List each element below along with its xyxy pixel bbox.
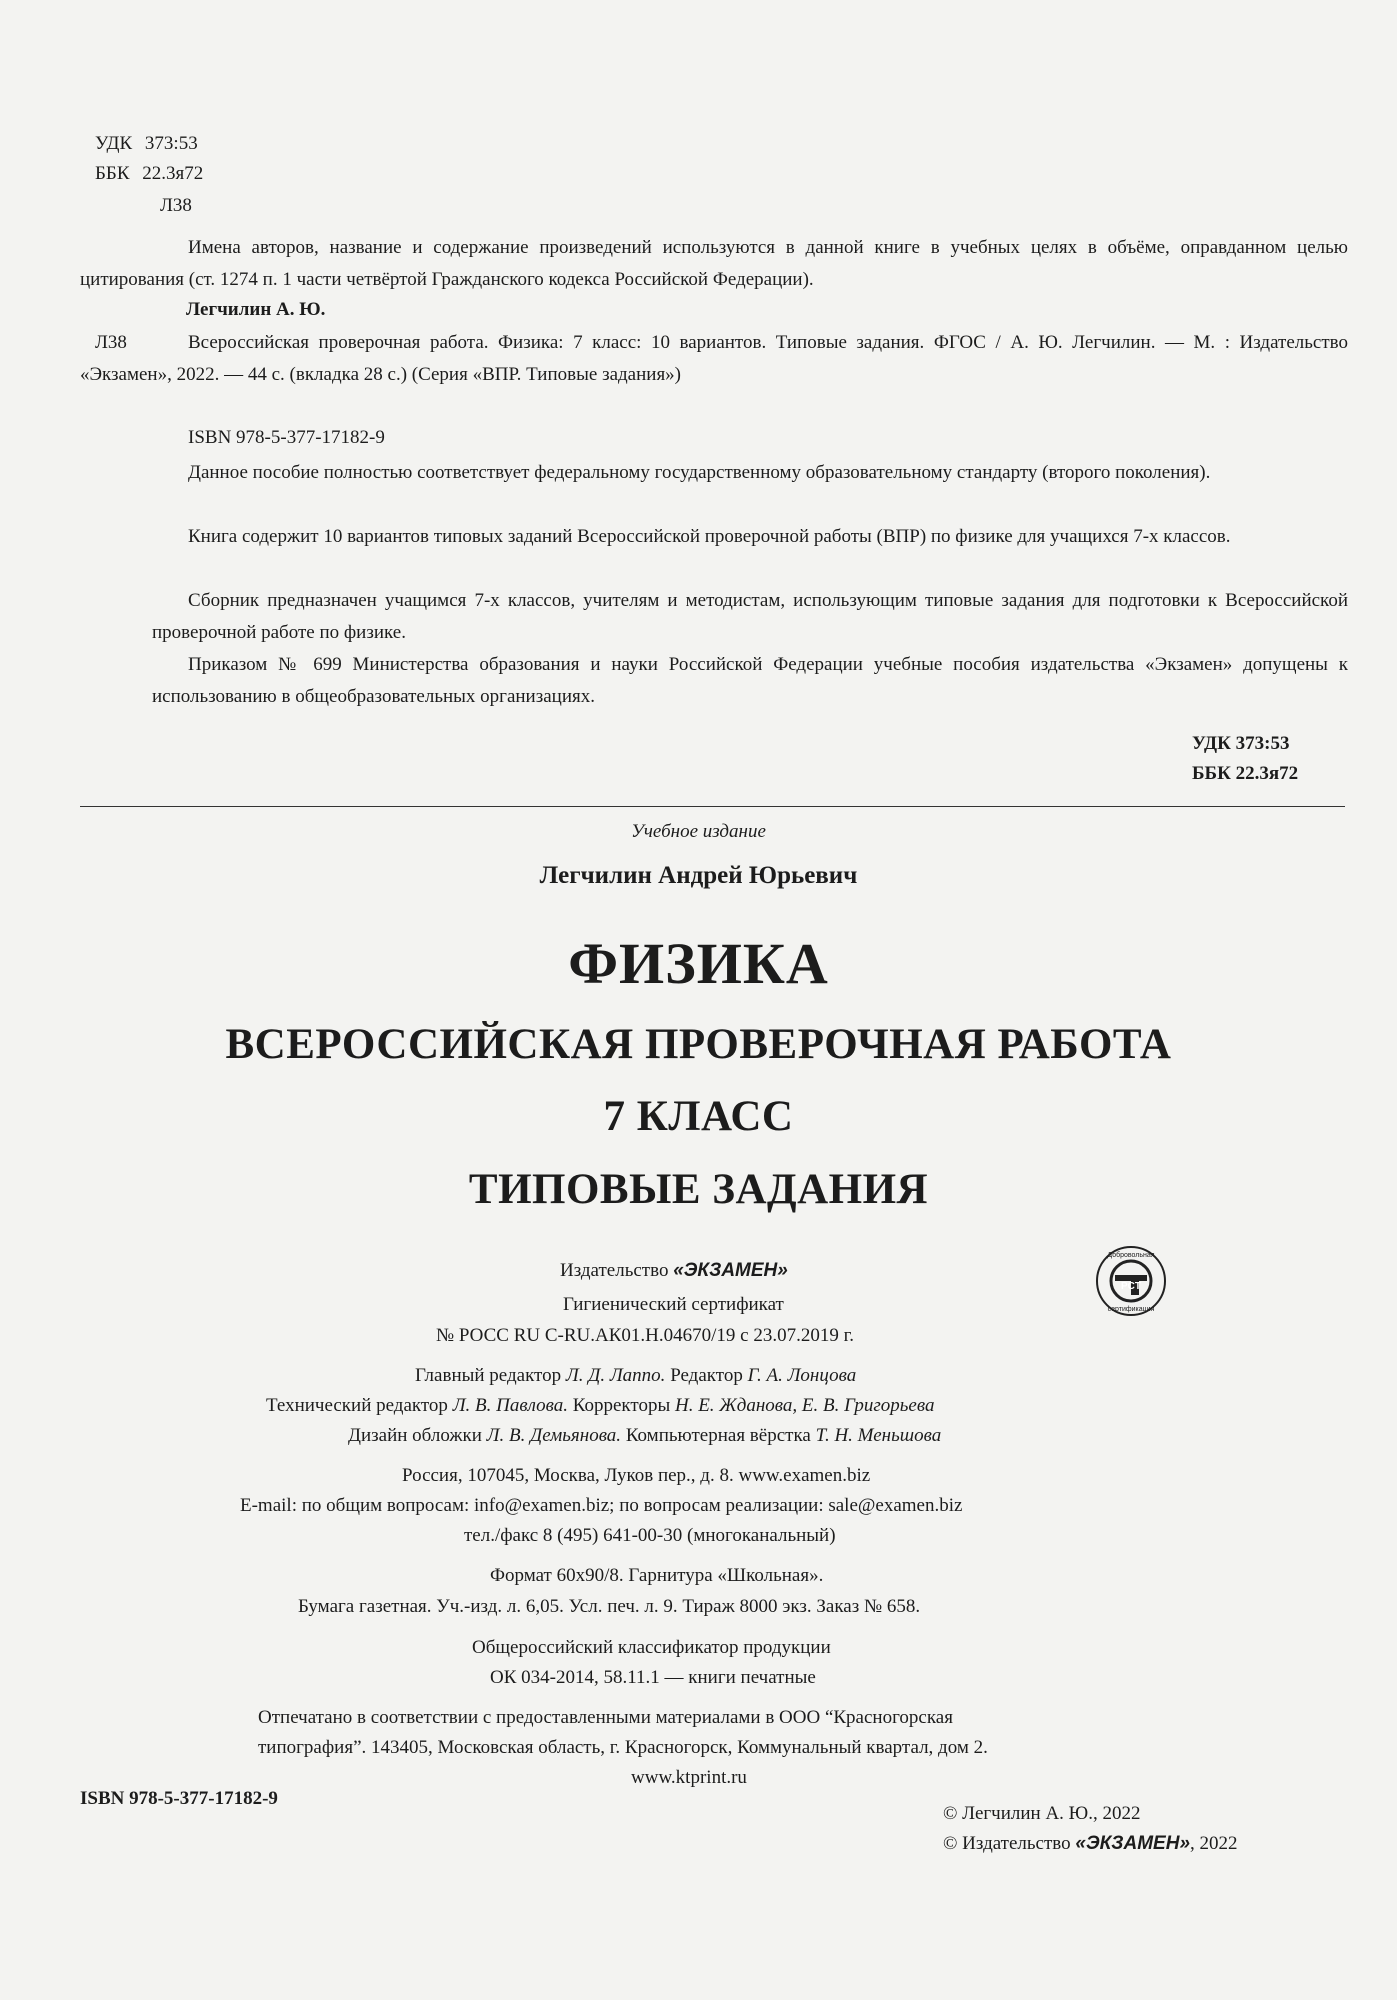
proofreaders-label: Корректоры — [572, 1395, 671, 1416]
bbk-value: 22.3я72 — [142, 163, 204, 184]
copyright-publisher — [943, 1828, 1238, 1860]
book-grade: 7 КЛАСС — [603, 1093, 794, 1140]
annotation-paragraph-2: Книга содержит 10 вариантов типовых заданий Всероссийской проверочной работы (ВПР) по физике для учащихся 7-х классов. — [188, 526, 1231, 547]
chief-editor-name: Л. Д. Лаппо. — [565, 1365, 666, 1386]
layout-name: Т. Н. Меньшова — [815, 1425, 942, 1446]
publisher-phone: тел./факс 8 (495) 641-00-30 (многоканальный) — [464, 1525, 836, 1546]
printed-line-3: www.ktprint.ru — [631, 1767, 747, 1788]
publisher-prefix: Издательство — [560, 1260, 669, 1281]
editor-label: Редактор — [670, 1365, 743, 1386]
classifier-code: ОК 034-2014, 58.11.1 — книги печатные — [490, 1667, 816, 1688]
logo-text-top: Добровольная — [1107, 1252, 1155, 1259]
certification-logo — [1095, 1245, 1167, 1317]
book-series: ТИПОВЫЕ ЗАДАНИЯ — [468, 1166, 929, 1213]
author-heading: Легчилин А. Ю. — [186, 299, 326, 320]
code-line: Л38 — [160, 195, 192, 216]
footer-isbn: ISBN 978-5-377-17182-9 — [80, 1788, 278, 1809]
udk-line — [95, 128, 198, 160]
logo-text-bottom: сертификация — [1107, 1306, 1155, 1313]
entry-code: Л38 — [95, 332, 127, 353]
rst-logo-icon — [1095, 1245, 1167, 1317]
book-subtitle: ВСЕРОССИЙСКАЯ ПРОВЕРОЧНАЯ РАБОТА — [225, 1021, 1172, 1068]
cover-design-name: Л. В. Демьянова. — [486, 1425, 622, 1446]
printed-line-2: типография”. 143405, Московская область, г. Красногорск, Коммунальный квартал, дом 2. — [258, 1737, 988, 1758]
editors-line-2 — [266, 1390, 934, 1422]
publisher-name: «ЭКЗАМЕН» — [673, 1260, 788, 1281]
author-full-name: Легчилин Андрей Юрьевич — [539, 862, 858, 889]
hygiene-certificate: Гигиенический сертификат — [563, 1294, 784, 1315]
bbk-line — [95, 158, 203, 190]
entry-text: Всероссийская проверочная работа. Физика: 7 класс: 10 вариантов. Типовые задания. ФГОС / А. Ю. Легчилин. — М. : Издательство «Экзамен», 2022. — 44 с. (вкладка 28 с.) (Серия «ВПР. Типовые задания») — [80, 332, 1348, 385]
copyright-publisher-year: , 2022 — [1190, 1833, 1238, 1854]
printed-line-1: Отпечатано в соответствии с предоставленными материалами в ООО “Красногорская — [258, 1707, 953, 1728]
logo-text-mark: PCT — [1121, 1281, 1141, 1292]
edition-type: Учебное издание — [631, 821, 766, 842]
publisher-line — [560, 1255, 788, 1287]
udk-label: УДК — [95, 133, 133, 154]
certificate-number: № РОСС RU С-RU.АК01.Н.04670/19 с 23.07.2019 г. — [436, 1325, 854, 1346]
copyright-author: © Легчилин А. Ю., 2022 — [943, 1803, 1141, 1824]
annotation-paragraph-1: Данное пособие полностью соответствует федеральному государственному образовательному стандарту (второго поколения). — [188, 462, 1211, 483]
chief-editor-label: Главный редактор — [415, 1365, 562, 1386]
annotation-paragraph-4: Приказом № 699 Министерства образования и науки Российской Федерации учебные пособия издательства «Экзамен» допущены к использованию в общеобразовательных организациях. — [152, 654, 1348, 707]
separator-rule — [80, 806, 1345, 807]
format-line: Формат 60x90/8. Гарнитура «Школьная». — [490, 1565, 824, 1586]
copyright-publisher-name: «ЭКЗАМЕН» — [1075, 1833, 1191, 1854]
layout-label: Компьютерная вёрстка — [625, 1425, 811, 1446]
bbk-label: ББК — [95, 163, 130, 184]
publisher-email: E-mail: по общим вопросам: info@examen.biz; по вопросам реализации: sale@examen.biz — [240, 1495, 963, 1516]
udk-right: УДК 373:53 — [1192, 733, 1290, 754]
udk-value: 373:53 — [144, 133, 198, 154]
copyright-notice: Имена авторов, название и содержание произведений используются в данной книге в учебных целях в объёме, оправданном целью цитирования (ст. 1274 п. 1 части четвёртой Гражданского кодекса Российской Федерации). — [80, 237, 1348, 290]
bbk-right: ББК 22.3я72 — [1192, 763, 1299, 784]
cover-design-label: Дизайн обложки — [348, 1425, 482, 1446]
editors-line-3 — [348, 1420, 941, 1452]
copyright-publisher-prefix: © Издательство — [943, 1833, 1071, 1854]
editors-line-1 — [415, 1360, 856, 1392]
publisher-address: Россия, 107045, Москва, Луков пер., д. 8. www.examen.biz — [402, 1465, 871, 1486]
annotation-paragraph-3: Сборник предназначен учащимся 7-х классов, учителям и методистам, использующим типовые задания для подготовки к Всероссийской проверочной работе по физике. — [152, 590, 1348, 643]
proofreaders-names: Н. Е. Жданова, Е. В. Григорьева — [674, 1395, 935, 1416]
entry-isbn: ISBN 978-5-377-17182-9 — [188, 427, 385, 448]
classifier-line: Общероссийский классификатор продукции — [472, 1637, 831, 1658]
tech-editor-label: Технический редактор — [266, 1395, 448, 1416]
paper-line: Бумага газетная. Уч.-изд. л. 6,05. Усл. печ. л. 9. Тираж 8000 экз. Заказ № 658. — [298, 1596, 921, 1617]
editor-name: Г. А. Лонцова — [747, 1365, 857, 1386]
tech-editor-name: Л. В. Павлова. — [452, 1395, 569, 1416]
book-title: ФИЗИКА — [568, 931, 829, 996]
